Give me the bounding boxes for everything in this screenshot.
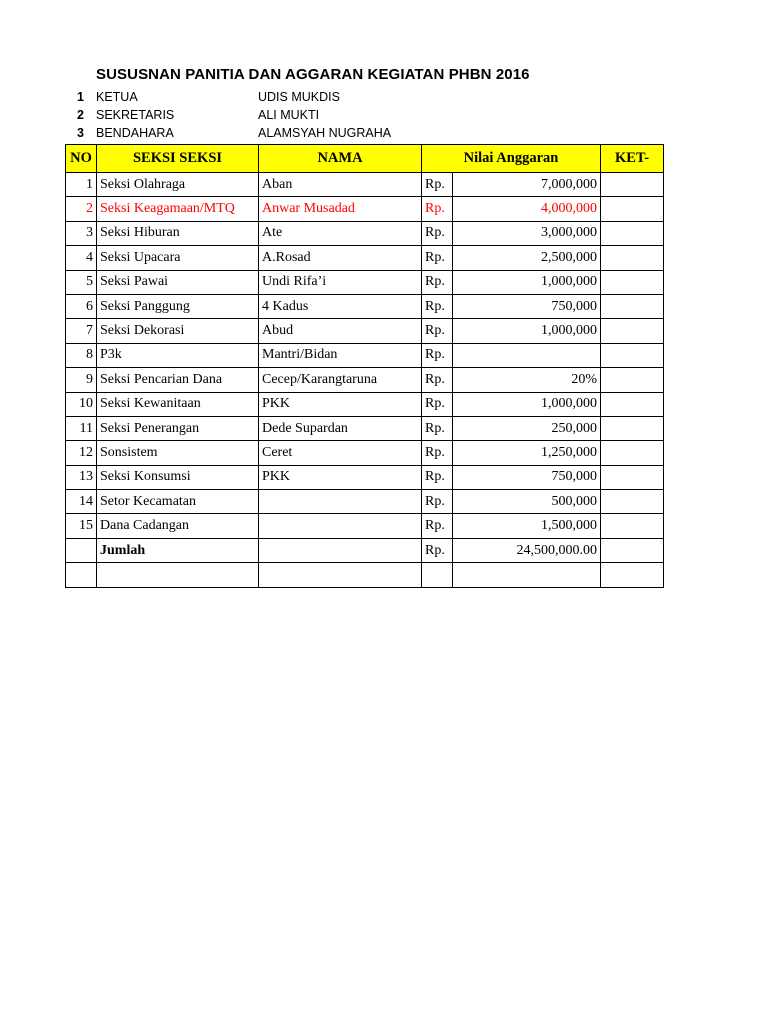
header-seksi: SEKSI SEKSI (97, 145, 259, 173)
empty-cell (97, 563, 259, 587)
table-row (66, 270, 664, 294)
table-row (66, 246, 664, 270)
cell-seksi: Seksi Pencarian Dana (97, 368, 259, 392)
cell-nama: Mantri/Bidan (259, 343, 422, 367)
total-label: Jumlah (97, 538, 259, 562)
cell-seksi: Seksi Kewanitaan (97, 392, 259, 416)
cell-amount: 3,000,000 (453, 221, 601, 245)
table-row (66, 465, 664, 489)
cell-nama: A.Rosad (259, 246, 422, 270)
cell-seksi: Seksi Pawai (97, 270, 259, 294)
cell-nama: Cecep/Karangtaruna (259, 368, 422, 392)
cell-currency: Rp. (422, 197, 453, 221)
cell-seksi: Seksi Upacara (97, 246, 259, 270)
table-row (66, 343, 664, 367)
cell-nama: Ate (259, 221, 422, 245)
cell-seksi: Dana Cadangan (97, 514, 259, 538)
cell-ket (601, 173, 664, 197)
cell-seksi: Seksi Dekorasi (97, 319, 259, 343)
header-no: NO (66, 145, 97, 173)
header-ket: KET- (601, 145, 664, 173)
cell-ket (601, 416, 664, 440)
officer-name: ALAMSYAH NUGRAHA (258, 126, 392, 140)
cell-ket (601, 368, 664, 392)
cell-amount: 1,500,000 (453, 514, 601, 538)
cell-nama (259, 514, 422, 538)
table-row (66, 368, 664, 392)
cell-no: 4 (66, 246, 97, 270)
cell-nama: Dede Supardan (259, 416, 422, 440)
cell-no: 13 (66, 465, 97, 489)
cell-nama: Abud (259, 319, 422, 343)
cell-currency: Rp. (422, 514, 453, 538)
cell-seksi: Setor Kecamatan (97, 490, 259, 514)
table-row (66, 416, 664, 440)
cell-ket (601, 514, 664, 538)
cell-currency: Rp. (422, 270, 453, 294)
header-nama: NAMA (259, 145, 422, 173)
cell-ket (601, 294, 664, 318)
cell-ket (601, 441, 664, 465)
cell-ket (601, 270, 664, 294)
cell-amount: 1,000,000 (453, 392, 601, 416)
table-row (66, 490, 664, 514)
cell-nama: Ceret (259, 441, 422, 465)
cell-amount: 1,000,000 (453, 270, 601, 294)
cell-ket (601, 221, 664, 245)
cell-nama (259, 538, 422, 562)
cell-amount: 250,000 (453, 416, 601, 440)
cell-currency: Rp. (422, 343, 453, 367)
cell-no: 15 (66, 514, 97, 538)
table-row (66, 221, 664, 245)
cell-currency: Rp. (422, 392, 453, 416)
officer-role: KETUA (96, 90, 138, 104)
cell-nama (259, 490, 422, 514)
cell-amount: 500,000 (453, 490, 601, 514)
cell-ket (601, 538, 664, 562)
cell-amount: 750,000 (453, 294, 601, 318)
cell-nama: PKK (259, 465, 422, 489)
cell-nama: Anwar Musadad (259, 197, 422, 221)
empty-row (66, 563, 664, 587)
cell-seksi: Seksi Panggung (97, 294, 259, 318)
header-nilai-anggaran: Nilai Anggaran (422, 145, 601, 173)
cell-no: 1 (66, 173, 97, 197)
cell-currency: Rp. (422, 246, 453, 270)
cell-amount: 750,000 (453, 465, 601, 489)
officer-role: SEKRETARIS (96, 108, 175, 122)
cell-ket (601, 319, 664, 343)
cell-amount: 2,500,000 (453, 246, 601, 270)
cell-amount: 7,000,000 (453, 173, 601, 197)
empty-cell (259, 563, 422, 587)
cell-seksi: Seksi Hiburan (97, 221, 259, 245)
document-title: SUSUSNAN PANITIA DAN AGGARAN KEGIATAN PHBN 2016 (96, 66, 530, 83)
cell-no: 6 (66, 294, 97, 318)
cell-currency: Rp. (422, 294, 453, 318)
empty-cell (422, 563, 453, 587)
cell-no (66, 538, 97, 562)
cell-currency: Rp. (422, 368, 453, 392)
cell-seksi: P3k (97, 343, 259, 367)
empty-cell (66, 563, 97, 587)
cell-currency: Rp. (422, 441, 453, 465)
cell-no: 10 (66, 392, 97, 416)
cell-ket (601, 197, 664, 221)
cell-no: 14 (66, 490, 97, 514)
officer-number: 1 (77, 90, 84, 104)
cell-currency: Rp. (422, 490, 453, 514)
cell-ket (601, 392, 664, 416)
cell-amount: 1,250,000 (453, 441, 601, 465)
cell-nama: Undi Rifa’i (259, 270, 422, 294)
cell-currency: Rp. (422, 416, 453, 440)
cell-no: 3 (66, 221, 97, 245)
cell-amount: 4,000,000 (453, 197, 601, 221)
total-amount: 24,500,000.00 (453, 538, 601, 562)
cell-amount: 1,000,000 (453, 319, 601, 343)
cell-seksi: Seksi Olahraga (97, 173, 259, 197)
officer-row (0, 126, 500, 144)
cell-currency: Rp. (422, 465, 453, 489)
cell-no: 9 (66, 368, 97, 392)
cell-currency: Rp. (422, 221, 453, 245)
table-row (66, 514, 664, 538)
cell-amount (453, 343, 601, 367)
cell-seksi: Seksi Konsumsi (97, 465, 259, 489)
cell-no: 12 (66, 441, 97, 465)
cell-currency: Rp. (422, 538, 453, 562)
cell-seksi: Seksi Keagamaan/MTQ (97, 197, 259, 221)
cell-nama: 4 Kadus (259, 294, 422, 318)
officer-row (0, 90, 500, 108)
empty-cell (601, 563, 664, 587)
cell-seksi: Sonsistem (97, 441, 259, 465)
cell-no: 5 (66, 270, 97, 294)
table-row (66, 197, 664, 221)
cell-amount: 20% (453, 368, 601, 392)
cell-no: 2 (66, 197, 97, 221)
officer-name: ALI MUKTI (258, 108, 320, 122)
cell-no: 8 (66, 343, 97, 367)
officer-row (0, 108, 500, 126)
budget-table (65, 144, 664, 588)
cell-ket (601, 465, 664, 489)
cell-no: 7 (66, 319, 97, 343)
total-row (66, 538, 664, 562)
officer-number: 2 (77, 108, 84, 122)
cell-ket (601, 343, 664, 367)
table-row (66, 441, 664, 465)
officer-number: 3 (77, 126, 84, 140)
table-row (66, 392, 664, 416)
cell-no: 11 (66, 416, 97, 440)
cell-ket (601, 490, 664, 514)
cell-currency: Rp. (422, 173, 453, 197)
table-row (66, 173, 664, 197)
empty-cell (453, 563, 601, 587)
cell-seksi: Seksi Penerangan (97, 416, 259, 440)
cell-nama: PKK (259, 392, 422, 416)
officer-role: BENDAHARA (96, 126, 174, 140)
cell-currency: Rp. (422, 319, 453, 343)
table-row (66, 319, 664, 343)
table-row (66, 294, 664, 318)
cell-nama: Aban (259, 173, 422, 197)
officer-name: UDIS MUKDIS (258, 90, 340, 104)
table-header-row (66, 145, 664, 173)
cell-ket (601, 246, 664, 270)
